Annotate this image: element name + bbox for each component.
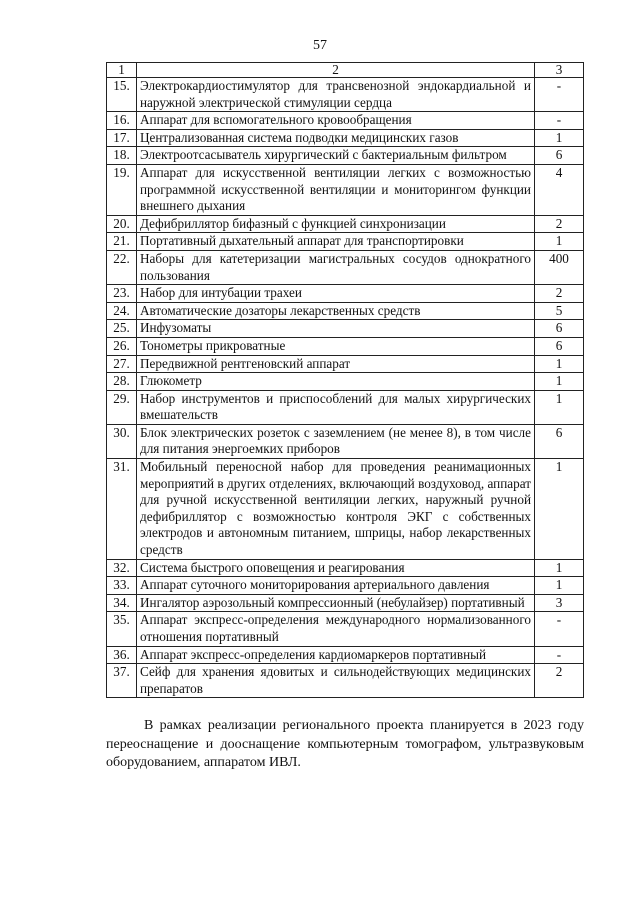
table-row <box>107 355 584 373</box>
quantity: 3 <box>535 594 584 612</box>
equipment-name: Аппарат суточного мониторирования артериального давления <box>137 577 535 595</box>
table-row <box>107 390 584 424</box>
table-row <box>107 459 584 560</box>
table-row <box>107 233 584 251</box>
row-number: 18. <box>107 147 137 165</box>
quantity: 1 <box>535 129 584 147</box>
table-row <box>107 164 584 215</box>
quantity: - <box>535 612 584 646</box>
equipment-name: Портативный дыхательный аппарат для транспортировки <box>137 233 535 251</box>
row-number: 17. <box>107 129 137 147</box>
quantity: - <box>535 112 584 130</box>
row-number: 28. <box>107 373 137 391</box>
equipment-name: Аппарат экспресс-определения международного нормализованного отношения портативный <box>137 612 535 646</box>
row-number: 34. <box>107 594 137 612</box>
table-row <box>107 215 584 233</box>
quantity: 6 <box>535 320 584 338</box>
row-number: 26. <box>107 337 137 355</box>
header-col-3: 3 <box>535 63 584 78</box>
equipment-table <box>106 62 584 698</box>
equipment-name: Ингалятор аэрозольный компрессионный (небулайзер) портативный <box>137 594 535 612</box>
table-row <box>107 112 584 130</box>
quantity: 6 <box>535 147 584 165</box>
row-number: 33. <box>107 577 137 595</box>
header-col-1: 1 <box>107 63 137 78</box>
equipment-name: Набор инструментов и приспособлений для малых хирургических вмешательств <box>137 390 535 424</box>
quantity: - <box>535 646 584 664</box>
quantity: 6 <box>535 337 584 355</box>
closing-paragraph: В рамках реализации регионального проекта планируется в 2023 году переоснащение и дооснащение компьютерным томографом, ультразвуковым оборудованием, аппаратом ИВЛ. <box>106 718 584 770</box>
equipment-name: Аппарат для вспомогательного кровообращения <box>137 112 535 130</box>
table-row <box>107 337 584 355</box>
row-number: 29. <box>107 390 137 424</box>
table-row <box>107 147 584 165</box>
quantity: 400 <box>535 250 584 284</box>
table-row <box>107 594 584 612</box>
table-row <box>107 424 584 458</box>
row-number: 37. <box>107 664 137 698</box>
quantity: 1 <box>535 355 584 373</box>
table-row <box>107 577 584 595</box>
quantity: 4 <box>535 164 584 215</box>
page-number: 57 <box>313 38 327 53</box>
table-row <box>107 664 584 698</box>
row-number: 27. <box>107 355 137 373</box>
quantity: 1 <box>535 373 584 391</box>
row-number: 30. <box>107 424 137 458</box>
quantity: 2 <box>535 664 584 698</box>
row-number: 16. <box>107 112 137 130</box>
row-number: 22. <box>107 250 137 284</box>
table-row <box>107 250 584 284</box>
equipment-name: Тонометры прикроватные <box>137 337 535 355</box>
equipment-name: Передвижной рентгеновский аппарат <box>137 355 535 373</box>
equipment-name: Блок электрических розеток с заземлением (не менее 8), в том числе для питания энергоемких приборов <box>137 424 535 458</box>
row-number: 24. <box>107 302 137 320</box>
equipment-name: Дефибриллятор бифазный с функцией синхронизации <box>137 215 535 233</box>
quantity: 1 <box>535 459 584 560</box>
table-row <box>107 373 584 391</box>
row-number: 31. <box>107 459 137 560</box>
table-row <box>107 559 584 577</box>
table-row <box>107 612 584 646</box>
equipment-name: Автоматические дозаторы лекарственных средств <box>137 302 535 320</box>
equipment-name: Аппарат для искусственной вентиляции легких с возможностью программной искусственной вентиляции и мониторингом функции внешнего дыхания <box>137 164 535 215</box>
table-header-row <box>107 63 584 78</box>
quantity: 1 <box>535 233 584 251</box>
equipment-name: Электрокардиостимулятор для трансвенозной эндокардиальной и наружной электрической стимуляции сердца <box>137 78 535 112</box>
row-number: 20. <box>107 215 137 233</box>
equipment-name: Централизованная система подводки медицинских газов <box>137 129 535 147</box>
equipment-name: Электроотсасыватель хирургический с бактериальным фильтром <box>137 147 535 165</box>
quantity: 1 <box>535 390 584 424</box>
equipment-name: Глюкометр <box>137 373 535 391</box>
table-row <box>107 302 584 320</box>
quantity: 5 <box>535 302 584 320</box>
quantity: 2 <box>535 215 584 233</box>
equipment-name: Сейф для хранения ядовитых и сильнодействующих медицинских препаратов <box>137 664 535 698</box>
row-number: 35. <box>107 612 137 646</box>
equipment-name: Мобильный переносной набор для проведения реанимационных мероприятий в других отделениях, включающий воздуховод, аппарат для ручной искусственной вентиляции легких, наружный ручной дефибриллятор с возможностью контроля ЭКГ с собственных электродов и автономным питанием, шприцы, набор лекарственных средств <box>137 459 535 560</box>
equipment-name: Наборы для катетеризации магистральных сосудов однократного пользования <box>137 250 535 284</box>
quantity: - <box>535 78 584 112</box>
row-number: 23. <box>107 285 137 303</box>
quantity: 2 <box>535 285 584 303</box>
equipment-name: Аппарат экспресс-определения кардиомаркеров портативный <box>137 646 535 664</box>
quantity: 6 <box>535 424 584 458</box>
equipment-name: Система быстрого оповещения и реагирования <box>137 559 535 577</box>
table-row <box>107 646 584 664</box>
header-col-2: 2 <box>137 63 535 78</box>
row-number: 25. <box>107 320 137 338</box>
equipment-name: Набор для интубации трахеи <box>137 285 535 303</box>
table-row <box>107 285 584 303</box>
table-row <box>107 320 584 338</box>
equipment-name: Инфузоматы <box>137 320 535 338</box>
quantity: 1 <box>535 559 584 577</box>
table-row <box>107 78 584 112</box>
row-number: 15. <box>107 78 137 112</box>
row-number: 21. <box>107 233 137 251</box>
row-number: 19. <box>107 164 137 215</box>
row-number: 32. <box>107 559 137 577</box>
quantity: 1 <box>535 577 584 595</box>
table-row <box>107 129 584 147</box>
row-number: 36. <box>107 646 137 664</box>
